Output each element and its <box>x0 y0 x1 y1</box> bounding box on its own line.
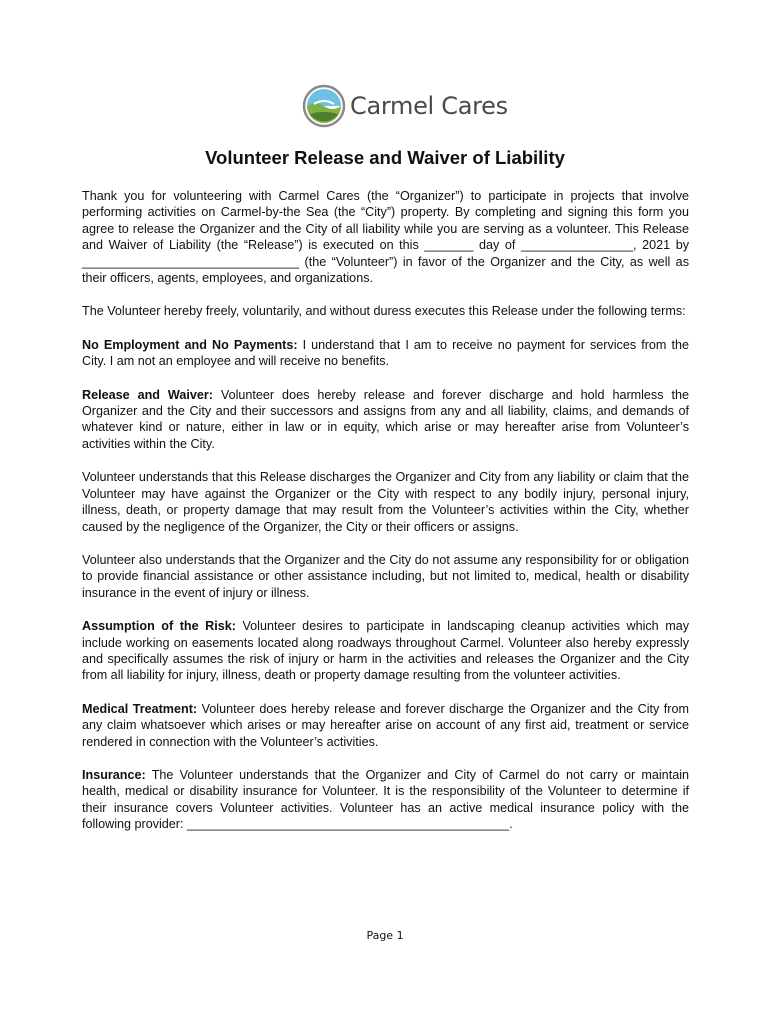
release-paragraph-3: Volunteer also understands that the Organizer and the City do not assume any responsibility for or obligation to provide financial assistance or other assistance including, but not limited to, medical, health or disability insurance in the event of injury or illness. <box>82 552 689 600</box>
intro-paragraph: Thank you for volunteering with Carmel Cares (the “Organizer”) to participate in projects that involve performing activities on Carmel-by-the Sea (the “City”) property. By completing and signing this form you agree to release the Organizer and the City of all liability while you are serving as a volunteer. This Release and Waiver of Liability (the “Release”) is executed on this _______ day of ________________, 2021 by _______________________________ (the “Volunteer”) in favor of the Organizer and the City, as well as their officers, agents, employees, and organizations. <box>82 189 689 286</box>
terms-intro-paragraph: The Volunteer hereby freely, voluntarily, and without duress executes this Release under the following terms: <box>82 304 686 319</box>
release-paragraph-2: Volunteer understands that this Release discharges the Organizer and City from any liability or claim that the Volunteer may have against the Organizer or the City with respect to any bodily injury, personal injury, illness, death, or property damage that may result from the Volunteer’s activities within the City, whether caused by the negligence of the Organizer, the City or their officers or assigns. <box>82 470 689 534</box>
medical-section <box>82 701 689 750</box>
medical-text: Volunteer does hereby release and forever discharge the Organizer and the City from any claim whatsoever which arises or may hereafter arise on account of any first aid, treatment or service rendered in connection with the Volunteer’s activities. <box>82 701 689 749</box>
release-section <box>82 387 689 453</box>
medical-heading: Medical Treatment: <box>82 701 198 716</box>
insurance-text: The Volunteer understands that the Organizer and City of Carmel do not carry or maintain health, medical or disability insurance for Volunteer. It is the responsibility of the Volunteer to determine if their insurance covers Volunteer activities. Volunteer has an active medical insurance policy with the following provider: ______________________________________________. <box>82 767 689 832</box>
employment-text: I understand that I am to receive no payment for services from the City. I am not an employee and will receive no benefits. <box>82 337 689 369</box>
logo-wordmark: Carmel Cares <box>350 92 508 120</box>
carmel-cares-logo-icon <box>302 84 346 128</box>
release-text: Volunteer does hereby release and forever discharge and hold harmless the Organizer and the City and their successors and assigns from any and all liability, claims, and demands of whatever kind or nature, either in law or in equity, which arise or may hereafter arise from Volunteer’s activities within the City. <box>82 387 689 451</box>
insurance-section <box>82 767 689 833</box>
risk-section <box>82 618 689 684</box>
risk-heading: Assumption of the Risk: <box>82 619 236 634</box>
risk-text: Volunteer desires to participate in landscaping cleanup activities which may include working on easements located along roadways throughout Carmel. Volunteer also hereby expressly and specifically assumes the risk of injury or harm in the activities and releases the Organizer and the City from all liability for injury, illness, death or property damage resulting from the volunteer activities. <box>82 619 689 683</box>
document-body <box>82 188 689 850</box>
document-title: Volunteer Release and Waiver of Liability <box>205 147 565 168</box>
employment-section <box>82 337 689 370</box>
release-heading: Release and Waiver: <box>82 387 213 402</box>
logo <box>302 84 508 128</box>
employment-heading: No Employment and No Payments: <box>82 337 298 352</box>
insurance-heading: Insurance: <box>82 767 146 782</box>
page-number: Page 1 <box>366 929 404 942</box>
